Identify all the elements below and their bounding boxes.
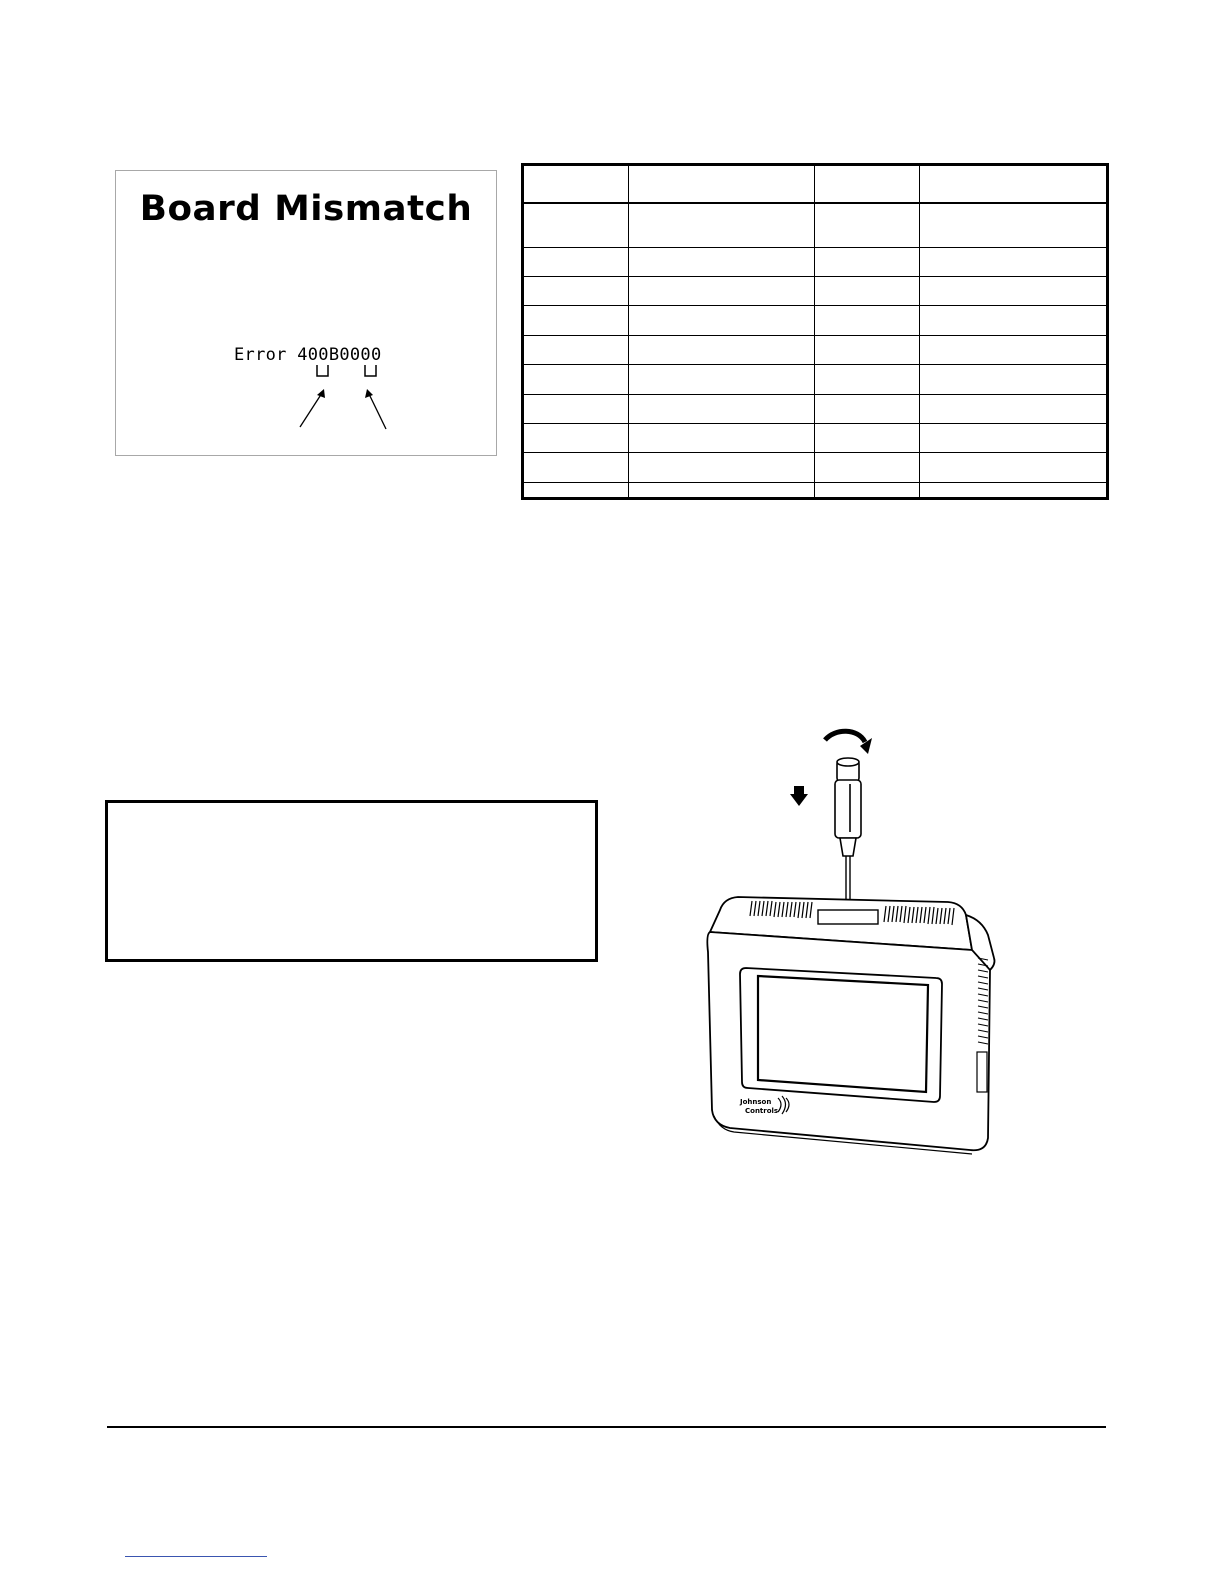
table-row	[524, 482, 1106, 497]
table-row	[524, 423, 1106, 452]
device-illustration	[690, 720, 1030, 1170]
display-screen-figure	[115, 170, 497, 456]
callout-arrows	[116, 171, 498, 457]
table-row	[524, 203, 1106, 247]
footer-link-underline[interactable]	[125, 1556, 267, 1557]
rotate-arrow-icon	[825, 731, 865, 742]
table-row	[524, 335, 1106, 364]
code-table	[521, 163, 1109, 500]
table-row	[524, 394, 1106, 423]
down-arrow-icon	[790, 794, 808, 806]
brand-line-1: Johnson	[740, 1098, 772, 1106]
table-row	[524, 453, 1106, 482]
display-error-code: Error 400B0000	[234, 345, 382, 365]
table-header-row	[524, 166, 1106, 203]
table-row	[524, 306, 1106, 335]
table-row	[524, 276, 1106, 305]
note-box	[105, 800, 598, 962]
footer-rule	[107, 1426, 1106, 1428]
brand-line-2: Controls	[745, 1107, 779, 1115]
table-row	[524, 365, 1106, 394]
table-row	[524, 247, 1106, 276]
display-title: Board Mismatch	[139, 189, 473, 229]
